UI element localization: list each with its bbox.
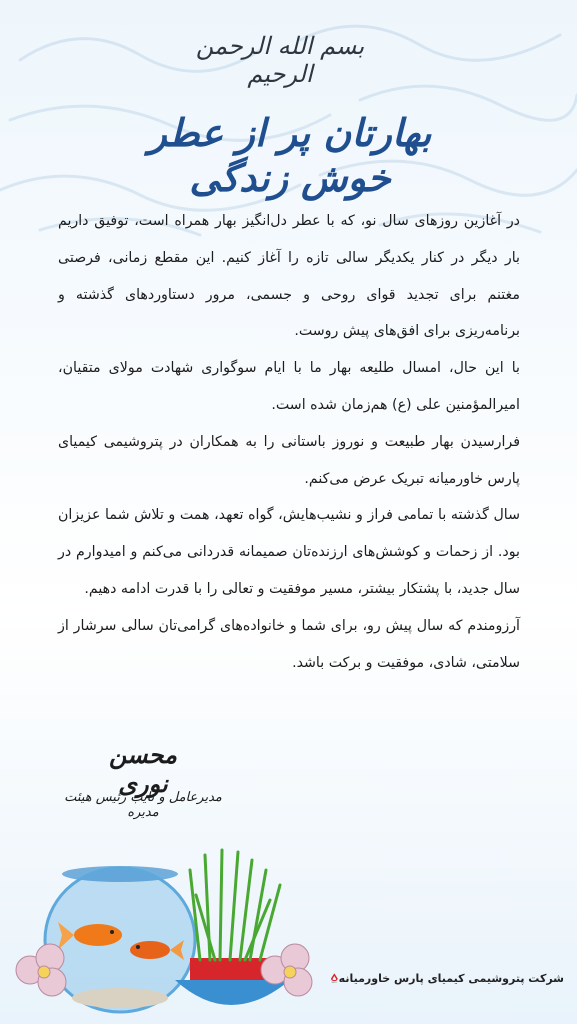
- flame-logo-icon: [330, 958, 339, 998]
- letter-body: [58, 203, 520, 681]
- letter-paragraph: سال گذشته با تمامی فراز و نشیب‌هایش، گواه تعهد، همت و تلاش شما عزیزان بود. از زحمات و کوشش‌های ارزنده‌تان صمیمانه قدردانی می‌کنم و امیدوارم در سال جدید، با پشتکار بیشتر، مسیر موفقیت و تعالی را با قدرت ادامه دهیم.: [58, 507, 520, 597]
- basmala-text: بسم الله الرحمن الرحیم: [195, 32, 365, 88]
- letter-paragraph: با این حال، امسال طلیعه بهار ما با ایام سوگواری شهادت مولای متقیان، امیرالمؤمنین علی (ع) هم‌زمان شده است.: [58, 360, 520, 413]
- logo-text: MEKPCO: [331, 982, 338, 984]
- nowruz-illustration: [0, 840, 577, 1024]
- signature-title: مدیرعامل و نایب رئیس هیئت مدیره: [64, 790, 222, 820]
- fishbowl-image: [45, 866, 195, 1012]
- basmala-calligraphy: [160, 28, 400, 88]
- headline: بهارتان پر از عطر خوش زندگی: [148, 110, 432, 200]
- letter-paragraph: در آغازین روزهای سال نو، که با عطر دل‌انگیز بهار همراه است، توفیق داریم بار دیگر در کنار یکدیگر سالی تازه را آغاز کنیم. این مقطع زمانی، فرصتی مغتنم برای تجدید قوای روحی و جسمی، مرور دستاوردهای گذشته و برنامه‌ریزی برای افق‌های پیش روست.: [58, 213, 520, 340]
- letter-paragraph: فرارسیدن بهار طبیعت و نوروز باستانی را به همکاران در پتروشیمی کیمیای پارس خاورمیانه تبریک عرض می‌کنم.: [58, 433, 520, 487]
- company-brand: [330, 960, 570, 996]
- letter-paragraph: آرزومندم که سال پیش رو، برای شما و خانواده‌های گرامی‌تان سالی سرشار از سلامتی، شادی، موفقیت و برکت باشد.: [58, 617, 520, 671]
- company-name: شرکت پتروشیمی کیمیای پارس خاورمیانه: [338, 971, 564, 985]
- signature-name: محسن نوری: [108, 740, 178, 798]
